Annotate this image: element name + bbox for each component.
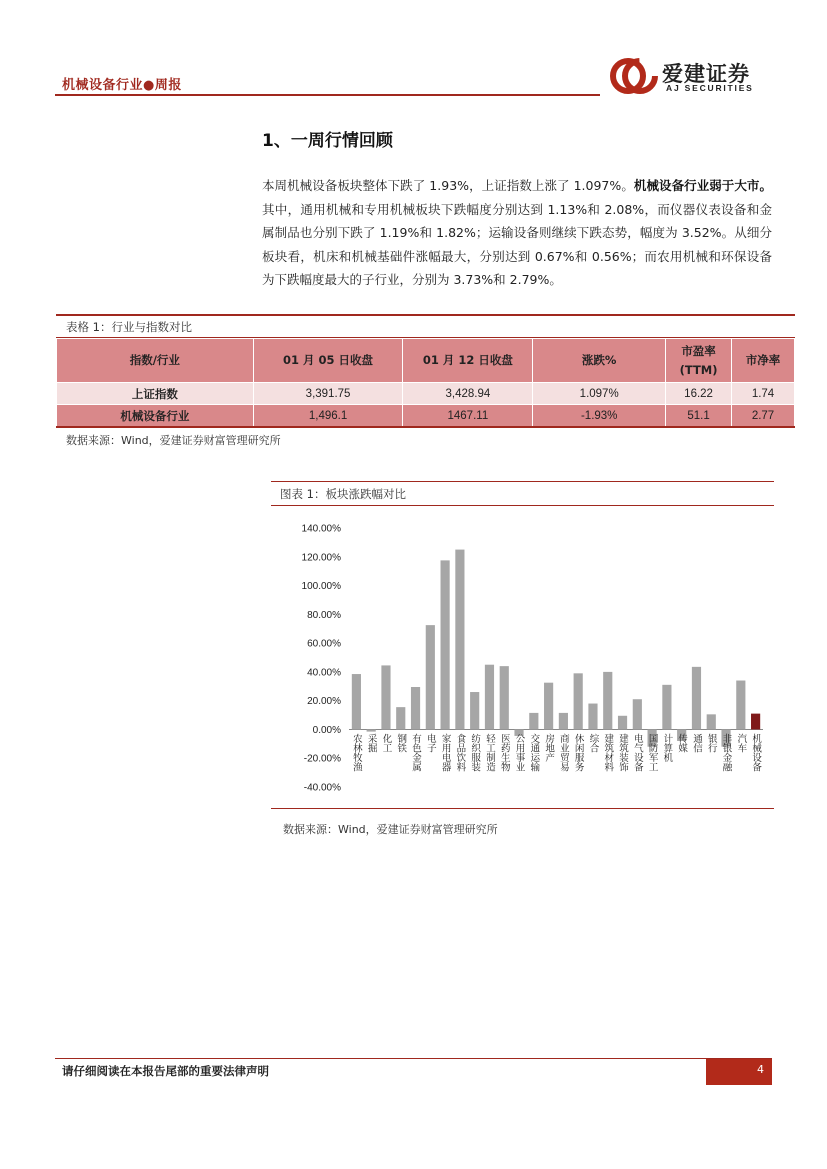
- bar-采掘: [367, 729, 376, 731]
- logo-english-name: AJ SECURITIES: [666, 83, 754, 93]
- page-number: 4: [706, 1059, 772, 1085]
- cell-close-0112: 1467.11: [403, 405, 533, 427]
- x-category-label: 计算机: [661, 733, 673, 762]
- logo-mark-icon: [610, 56, 658, 96]
- x-category-label: 房地产: [543, 733, 555, 762]
- header-divider: [55, 94, 600, 96]
- x-category-label: 通信: [690, 733, 702, 753]
- bar-电子: [426, 625, 435, 729]
- bar-家用电器: [441, 560, 450, 729]
- col-header-close-0105: 01 月 05 日收盘: [253, 339, 403, 383]
- col-header-name: 指数/行业: [57, 339, 254, 383]
- bar-建筑装饰: [618, 716, 627, 730]
- cell-close-0112: 3,428.94: [403, 383, 533, 405]
- footer-divider: [55, 1058, 772, 1059]
- cell-change: 1.097%: [533, 383, 666, 405]
- sector-change-bar-chart: [271, 506, 774, 806]
- x-category-label: 非银金融: [720, 733, 732, 772]
- x-category-label: 汽车: [735, 733, 747, 753]
- cell-close-0105: 1,496.1: [253, 405, 403, 427]
- col-header-close-0112: 01 月 12 日收盘: [403, 339, 533, 383]
- bar-食品饮料: [455, 550, 464, 730]
- x-category-label: 纺织服装: [469, 733, 481, 772]
- table-source-note: 数据来源：Wind，爱建证券财富管理研究所: [66, 434, 281, 447]
- x-category-label: 国防军工: [646, 733, 658, 772]
- y-tick-label: 120.00%: [301, 552, 341, 564]
- col-header-change: 涨跌%: [533, 339, 666, 383]
- x-category-label: 电子: [424, 733, 436, 753]
- table-row: [57, 383, 795, 405]
- paragraph-text-2: 其中，通用机械和专用机械板块下跌幅度分别达到 1.13%和 2.08%，而仪器仪表设备和金属制品也分别下跌了 1.19%和 1.82%；运输设备则继续下跌态势，幅度为 3.52%。从细分板块看，机床和机械基础件涨幅最大，分别达到 0.67%和 0.56%；而农用机械和环保设备为下跌幅度最大的子行业，分别为 3.73%和 2.79%。: [262, 201, 772, 287]
- cell-name: 机械设备行业: [57, 405, 254, 427]
- figure-caption: 图表 1：板块涨跌幅对比: [280, 487, 406, 501]
- index-comparison-table: [56, 338, 795, 427]
- bar-银行: [707, 714, 716, 729]
- bar-综合: [588, 704, 597, 730]
- x-category-label: 公用事业: [513, 733, 525, 772]
- logo-chinese-name: 爱建证券: [662, 61, 750, 86]
- col-header-pb: 市净率: [732, 339, 795, 383]
- bar-汽车: [736, 681, 745, 730]
- table-header-row: [57, 339, 795, 383]
- y-tick-label: 140.00%: [301, 523, 341, 535]
- figure-top-rule: [271, 481, 774, 482]
- figure-bottom-rule: [271, 808, 774, 809]
- bar-休闲服务: [574, 673, 583, 729]
- x-category-label: 商业贸易: [557, 733, 569, 772]
- y-tick-label: 100.00%: [301, 581, 341, 593]
- x-category-label: 交通运输: [528, 733, 540, 772]
- table-caption: 表格 1：行业与指数对比: [66, 320, 192, 334]
- y-tick-label: 40.00%: [307, 667, 341, 679]
- x-category-label: 有色金属: [410, 733, 422, 772]
- x-category-label: 电气设备: [631, 733, 643, 772]
- table-bottom-rule: [56, 426, 795, 428]
- x-category-label: 机械设备: [750, 733, 762, 772]
- bar-交通运输: [529, 713, 538, 730]
- cell-change: -1.93%: [533, 405, 666, 427]
- bar-医药生物: [500, 666, 509, 729]
- x-category-label: 综合: [587, 733, 599, 753]
- report-header-title: 机械设备行业●周报: [62, 78, 182, 93]
- y-tick-label: 0.00%: [312, 724, 341, 736]
- paragraph-bold-conclusion: 机械设备行业弱于大市。: [633, 178, 772, 193]
- y-tick-label: -20.00%: [303, 753, 341, 765]
- legal-disclaimer-notice: 请仔细阅读在本报告尾部的重要法律声明: [62, 1064, 269, 1078]
- col-header-pe-ttm: (TTM): [679, 362, 718, 377]
- cell-pe: 16.22: [666, 383, 732, 405]
- cell-pb: 2.77: [732, 405, 795, 427]
- company-logo: [610, 56, 775, 96]
- bar-机械设备: [751, 714, 760, 730]
- bar-建筑材料: [603, 672, 612, 730]
- table-row: [57, 405, 795, 427]
- x-category-label: 轻工制造: [483, 733, 495, 772]
- x-category-label: 休闲服务: [572, 733, 584, 772]
- summary-paragraph: [262, 174, 772, 292]
- x-category-label: 采掘: [365, 733, 377, 753]
- x-category-label: 医药生物: [498, 733, 510, 772]
- y-tick-label: 60.00%: [307, 638, 341, 650]
- bar-钢铁: [396, 707, 405, 729]
- y-tick-label: 80.00%: [307, 609, 341, 621]
- bar-电气设备: [633, 699, 642, 729]
- bar-纺织服装: [470, 692, 479, 729]
- x-category-label: 银行: [705, 733, 717, 753]
- y-tick-label: 20.00%: [307, 696, 341, 708]
- x-category-label: 传媒: [676, 733, 688, 753]
- bar-农林牧渔: [352, 674, 361, 729]
- col-header-pe: [666, 339, 732, 383]
- x-category-label: 钢铁: [395, 733, 407, 753]
- cell-close-0105: 3,391.75: [253, 383, 403, 405]
- cell-name: 上证指数: [57, 383, 254, 405]
- bar-通信: [692, 667, 701, 730]
- x-category-label: 食品饮料: [454, 733, 466, 772]
- x-category-label: 建筑材料: [602, 733, 614, 772]
- bar-有色金属: [411, 687, 420, 729]
- y-tick-label: -40.00%: [303, 782, 341, 794]
- section-title: 1、一周行情回顾: [262, 131, 393, 151]
- x-category-label: 家用电器: [439, 733, 451, 772]
- figure-source-note: 数据来源：Wind，爱建证券财富管理研究所: [283, 823, 498, 836]
- x-category-label: 农林牧渔: [350, 733, 362, 772]
- bar-计算机: [662, 685, 671, 730]
- paragraph-text-1: 本周机械设备板块整体下跌了 1.93%，上证指数上涨了 1.097%。: [262, 178, 634, 193]
- bar-房地产: [544, 683, 553, 730]
- bar-商业贸易: [559, 713, 568, 730]
- bar-轻工制造: [485, 665, 494, 730]
- table-top-rule: [56, 314, 795, 316]
- cell-pe: 51.1: [666, 405, 732, 427]
- x-category-label: 化工: [380, 733, 392, 753]
- col-header-pe-label: 市盈率: [681, 343, 716, 358]
- bar-化工: [381, 665, 390, 729]
- x-category-label: 建筑装饰: [617, 733, 629, 772]
- cell-pb: 1.74: [732, 383, 795, 405]
